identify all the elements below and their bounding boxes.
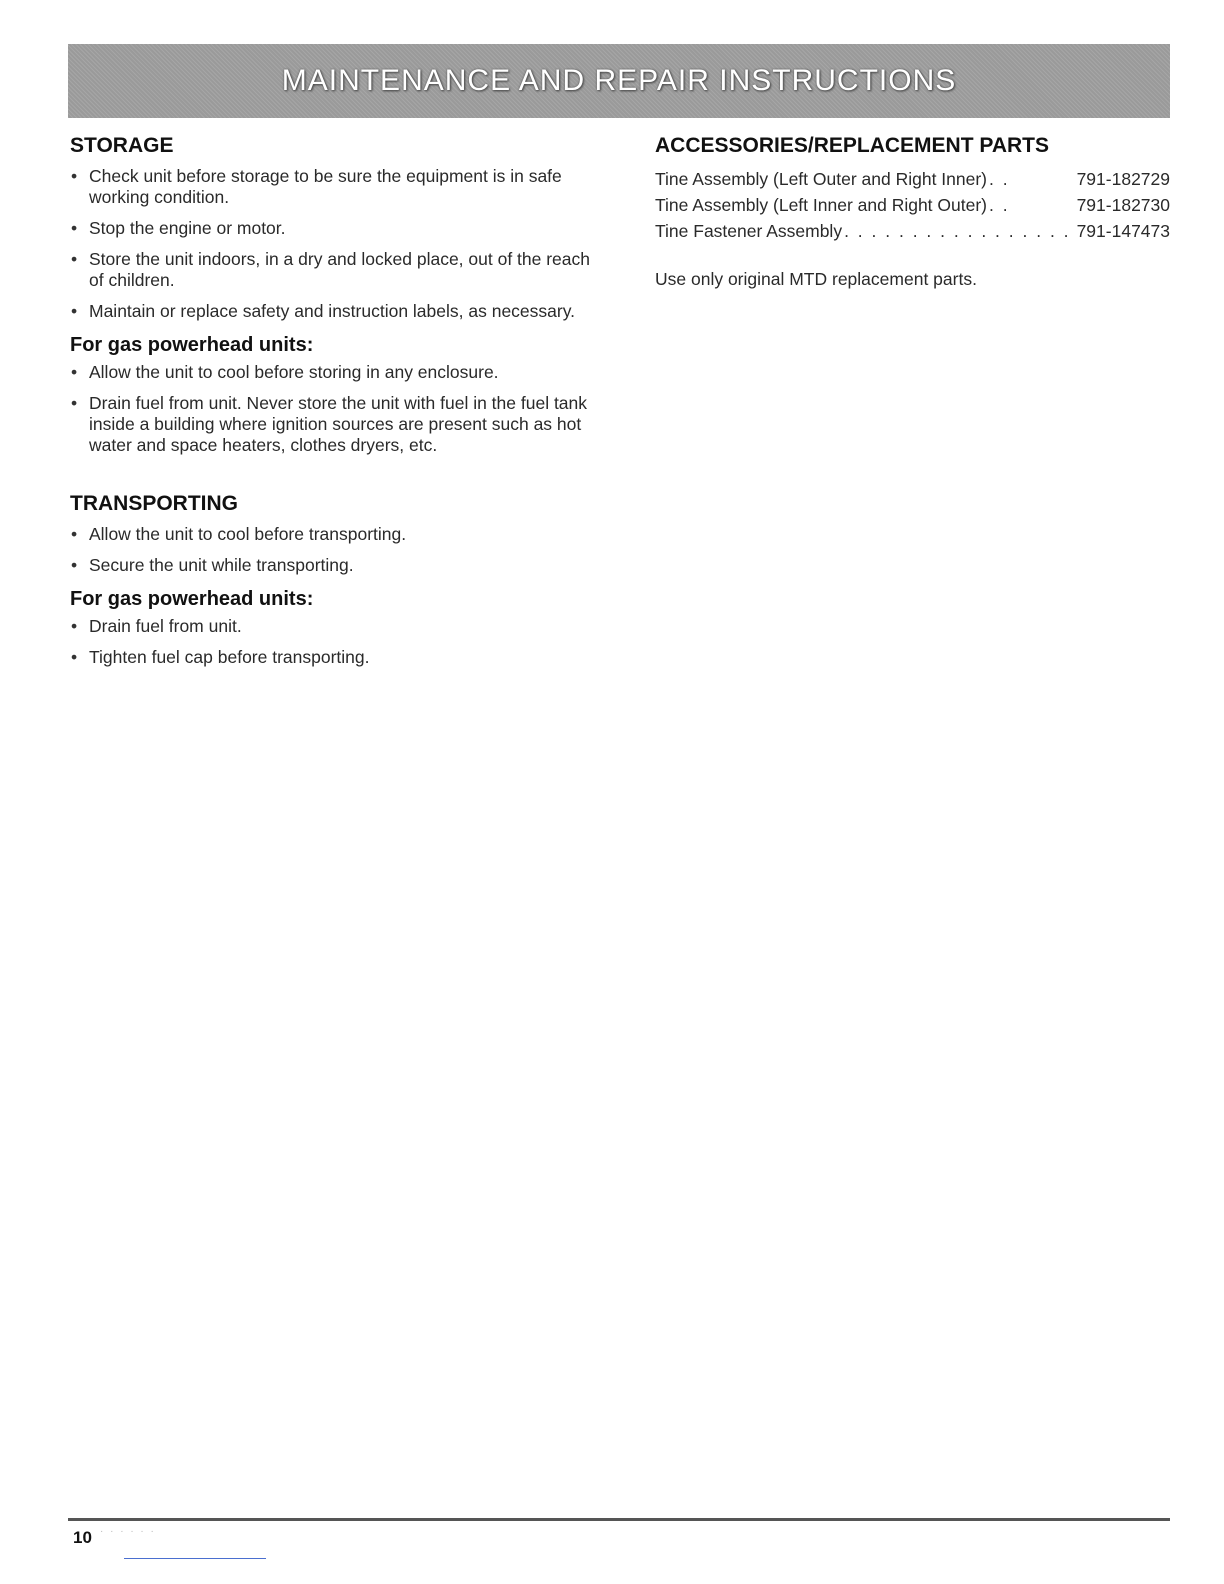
part-description: Tine Fastener Assembly (655, 221, 843, 241)
part-description: Tine Assembly (Left Inner and Right Outer) (655, 195, 988, 215)
part-description: Tine Assembly (Left Outer and Right Inner) (655, 169, 988, 189)
storage-heading: STORAGE (70, 134, 174, 157)
part-row (655, 192, 1170, 218)
section-banner (68, 44, 1170, 118)
storage-list (70, 166, 600, 322)
part-number: 791-182729 (1076, 169, 1170, 189)
list-item: • Maintain or replace safety and instruction labels, as necessary. (70, 301, 600, 322)
list-item: • Check unit before storage to be sure the equipment is in safe working condition. (70, 166, 600, 208)
list-item: • Drain fuel from unit. Never store the unit with fuel in the fuel tank inside a building where ignition sources are present such as hot water and space heaters, clothes dryers, etc. (70, 393, 600, 456)
list-item: • Secure the unit while transporting. (70, 555, 600, 576)
footer-dots-decoration: · · · · · · (100, 1526, 156, 1537)
part-row (655, 166, 1170, 192)
parts-list (655, 166, 1170, 244)
leader-dots: . . . . . . . . . . . . . . . . . (844, 221, 1071, 241)
part-row (655, 218, 1170, 244)
transporting-list (70, 524, 600, 576)
accessories-heading: ACCESSORIES/REPLACEMENT PARTS (655, 134, 1049, 157)
footer-divider (68, 1518, 1170, 1521)
list-item: • Stop the engine or motor. (70, 218, 600, 239)
list-item: • Allow the unit to cool before storing in any enclosure. (70, 362, 600, 383)
transporting-heading: TRANSPORTING (70, 492, 238, 515)
transporting-gas-heading: For gas powerhead units: (70, 588, 314, 610)
list-item: • Drain fuel from unit. (70, 616, 600, 637)
footer-underline-decoration (124, 1558, 266, 1559)
part-number: 791-147473 (1076, 221, 1170, 241)
left-column (70, 132, 600, 678)
part-number: 791-182730 (1076, 195, 1170, 215)
storage-gas-heading: For gas powerhead units: (70, 334, 314, 356)
list-item: • Tighten fuel cap before transporting. (70, 647, 600, 668)
leader-dots: . . (989, 169, 1010, 189)
list-item: • Allow the unit to cool before transporting. (70, 524, 600, 545)
page-number: 10 (73, 1528, 92, 1547)
leader-dots: . . (989, 195, 1010, 215)
right-column (655, 132, 1170, 290)
list-item: • Store the unit indoors, in a dry and locked place, out of the reach of children. (70, 249, 600, 291)
page-title: MAINTENANCE AND REPAIR INSTRUCTIONS (281, 64, 957, 97)
storage-gas-list (70, 362, 600, 456)
transporting-gas-list (70, 616, 600, 668)
parts-note: Use only original MTD replacement parts. (655, 269, 977, 289)
